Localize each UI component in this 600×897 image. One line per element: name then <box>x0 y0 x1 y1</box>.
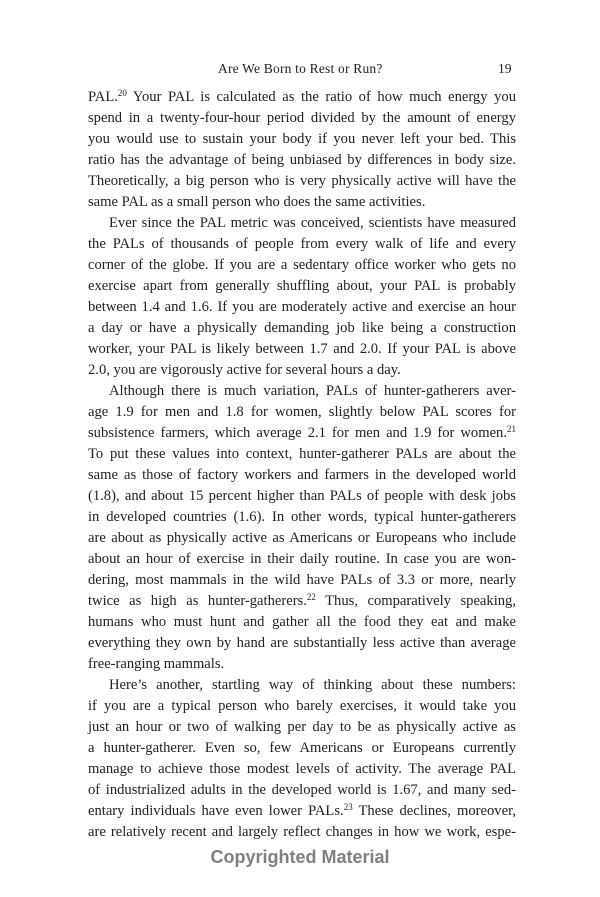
text-line <box>88 402 516 423</box>
line-text: humans who must hunt and gather all the food they eat and make <box>88 614 516 630</box>
line-text: entary individuals have even lower PALs. <box>88 803 344 819</box>
text-line <box>88 633 516 654</box>
line-text: are relatively recent and largely reflect changes in how we work, espe- <box>88 824 516 840</box>
text-line <box>88 444 516 465</box>
text-line <box>88 738 516 759</box>
line-text: same PAL as a small person who does the same activities. <box>88 194 426 210</box>
line-text: of industrialized adults in the developed world is 1.67, and many sed- <box>88 782 516 798</box>
running-header <box>0 57 600 79</box>
text-line <box>88 297 516 318</box>
line-text: you would use to sustain your body if you never left your bed. This <box>88 131 516 147</box>
text-line <box>88 213 516 234</box>
text-line <box>88 549 516 570</box>
body-text <box>88 87 516 843</box>
line-text: worker, your PAL is likely between 1.7 and 2.0. If your PAL is above <box>88 341 516 357</box>
line-text: spend in a twenty-four-hour period divided by the amount of energy <box>88 110 516 126</box>
line-text: in developed countries (1.6). In other words, typical hunter-gatherers <box>88 509 516 525</box>
text-line <box>88 507 516 528</box>
text-line <box>88 234 516 255</box>
text-line <box>88 528 516 549</box>
text-line <box>88 696 516 717</box>
line-text-continued: Your PAL is calculated as the ratio of how much energy you <box>126 89 516 105</box>
line-text: are about as physically active as Americans or Europeans who include <box>88 530 516 546</box>
line-text: Although there is much variation, PALs of hunter-gatherers aver- <box>109 383 516 399</box>
text-line <box>88 675 516 696</box>
running-title: Are We Born to Rest or Run? <box>218 61 383 76</box>
text-line <box>88 255 516 276</box>
line-text-continued: Thus, comparatively speaking, <box>315 593 516 609</box>
line-text: a hunter-gatherer. Even so, few Americans or Europeans currently <box>88 740 516 756</box>
line-text: age 1.9 for men and 1.8 for women, slightly below PAL scores for <box>88 404 516 420</box>
copyright-watermark: Copyrighted Material <box>210 847 390 867</box>
text-line <box>88 318 516 339</box>
text-line <box>88 654 516 675</box>
line-text: if you are a typical person who barely exercises, it would take you <box>88 698 516 714</box>
text-line <box>88 465 516 486</box>
line-text: corner of the globe. If you are a sedentary office worker who gets no <box>88 257 516 273</box>
text-line <box>88 87 516 108</box>
line-text: Here’s another, startling way of thinking about these numbers: <box>109 677 516 693</box>
line-text: ratio has the advantage of being unbiased by differences in body size. <box>88 152 516 168</box>
text-line <box>88 780 516 801</box>
text-line <box>88 108 516 129</box>
page-number: 19 <box>498 61 512 76</box>
text-line <box>88 423 516 444</box>
line-text: the PALs of thousands of people from every walk of life and every <box>88 236 516 252</box>
text-line <box>88 192 516 213</box>
footnote-ref: 21 <box>507 424 516 434</box>
text-line <box>88 822 516 843</box>
text-line <box>88 276 516 297</box>
text-line <box>88 570 516 591</box>
text-line <box>88 171 516 192</box>
line-text: everything they own by hand are substantially less active than average <box>88 635 516 651</box>
line-text: a day or have a physically demanding job like being a construction <box>88 320 516 336</box>
line-text: subsistence farmers, which average 2.1 for men and 1.9 for women. <box>88 425 507 441</box>
text-line <box>88 717 516 738</box>
text-line <box>88 360 516 381</box>
line-text: same as those of factory workers and farmers in the developed world <box>88 467 516 483</box>
line-text: twice as high as hunter-gatherers. <box>88 593 307 609</box>
text-line <box>88 339 516 360</box>
line-text: To put these values into context, hunter-gatherer PALs are about the <box>88 446 516 462</box>
text-line <box>88 129 516 150</box>
line-text: 2.0, you are vigorously active for several hours a day. <box>88 362 401 378</box>
line-text: free-ranging mammals. <box>88 656 225 672</box>
line-text: Ever since the PAL metric was conceived, scientists have measured <box>109 215 516 231</box>
line-text: dering, most mammals in the wild have PALs of 3.3 or more, nearly <box>88 572 516 588</box>
text-line <box>88 381 516 402</box>
footnote-ref: 20 <box>117 88 127 98</box>
line-text: Theoretically, a big person who is very physically active will have the <box>88 173 516 189</box>
line-text: exercise apart from generally shuffling about, your PAL is probably <box>88 278 516 294</box>
line-text-continued: These declines, moreover, <box>352 803 516 819</box>
line-text: PAL. <box>88 89 118 105</box>
line-text: about an hour of exercise in their daily routine. In case you are won- <box>88 551 516 567</box>
text-line <box>88 150 516 171</box>
line-text: between 1.4 and 1.6. If you are moderately active and exercise an hour <box>88 299 516 315</box>
text-line <box>88 591 516 612</box>
footnote-ref: 22 <box>306 592 316 602</box>
line-text: manage to achieve those modest levels of activity. The average PAL <box>88 761 516 777</box>
text-line <box>88 801 516 822</box>
text-line <box>88 612 516 633</box>
line-text: just an hour or two of walking per day to be as physically active as <box>88 719 516 735</box>
footnote-ref: 23 <box>343 802 353 812</box>
text-line <box>88 486 516 507</box>
line-text: (1.8), and about 15 percent higher than PALs of people with desk jobs <box>88 488 516 504</box>
text-line <box>88 759 516 780</box>
